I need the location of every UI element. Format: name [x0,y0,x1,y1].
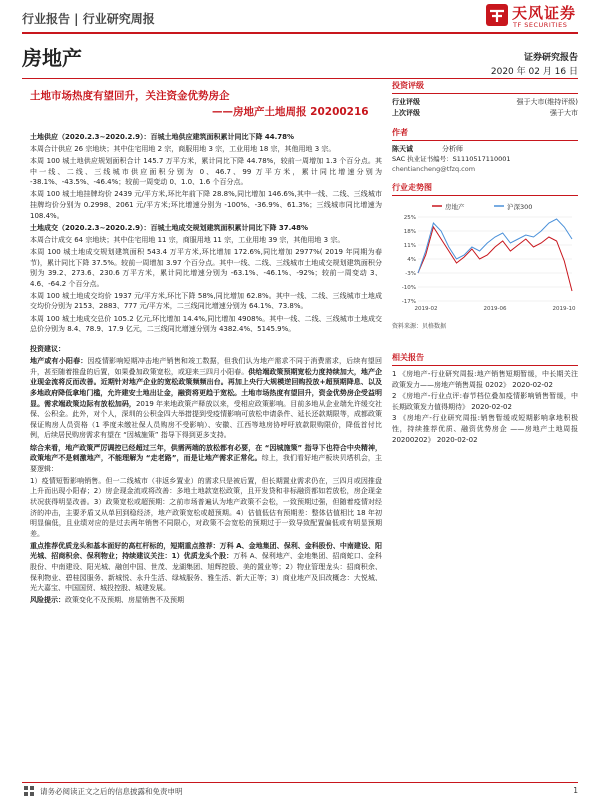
y-tick-label: 18% [403,229,416,235]
risk-label: 风险提示： [30,596,65,605]
invest-text: 因疫情影响短期冲击地产销售和竣工数据，但我们认为地产需求不同于消费需求，后续有望回升，甚至随着推盘的后置，如果叠加政策宽松，或迎来三四月小阳春。 [30,357,382,376]
invest-lead: 地产或有小阳春： [30,357,88,366]
y-tick-label: -3% [405,271,416,277]
related-item[interactable]: 2 《房地产-行业点评:春节档位叠加疫情影响销售暂缓，中长期政策发力值得期待》 2020-02-02 [392,392,578,411]
prev-rating-value: 强于大市 [550,109,578,117]
sidebar [392,80,578,446]
header-label: 行业报告 | 行业研究周报 [22,12,155,26]
industry-rating-value: 强于大市(维持评级) [516,98,578,106]
report-subtitle: ——房地产土地周报 20200216 [212,106,369,118]
y-tick-label: 11% [403,243,416,249]
report-header [22,0,578,30]
deal-paragraph: 本周 100 城土地成交总价 105.2 亿元,环比增加 14.4%,同比增加 4908%。其中一线、二线、三线城市土地成交总价分别为 8.4、78.9、17.9 亿元，二三线同比增速分别为 4382.4%、5145.9%。 [30,314,382,334]
logo-mark-icon [486,4,508,26]
supply-paragraph: 本周 100 城土地挂牌均价 2439 元/平方米,环比年前下降 28.8%,同比增加 146.6%,其中一线、二线、三线城市挂牌均价分别为 0.2998、2061 元/平方米;环比增速分别为 -100%、-36.9%、61.3%；三线城市同比增速为 108.4%。 [30,190,382,220]
disclaimer-text: 请务必阅读正文之后的信息披露和免责申明 [40,787,183,796]
report-date: 2020 年 02 月 16 日 [490,67,578,77]
risk-paragraph [30,595,382,606]
invest-heading: 投资建议： [30,345,65,354]
series-line [418,219,572,273]
industry-rating-label: 行业评级 [392,98,420,106]
author-heading: 作者 [392,127,578,141]
invest-bold: 供给端政策预期宽松力度持续加大，地产企业现金流将反而改善。近期针对地产企业的宽松政策频频出台。再加上央行大规模逆回购投放+超预期降息、以及多地政府降低拿地门槛，允许建安土地出让金，融资将更趋于宽松。 [30,367,383,398]
grid-icon [24,786,34,796]
page-number: 1 [573,786,578,795]
invest-bold: 重点推荐优质龙头和基本面好的高杠杆标的，短期重点推荐：万科 A、金地集团、保利、金科股份、中南建设、阳光城、招商积余、保利物业；持续建议关注：1）优质龙头个股： [30,541,382,561]
risk-text: 政策变化不及预期、房屋销售不及预期 [65,596,184,605]
y-tick-label: -17% [401,299,416,305]
related-item[interactable]: 1 《房地产-行业研究周报:地产销售短期暂缓，中长期关注政策发力——房地产销售周报 0202》 2020-02-02 [392,370,578,389]
legend-label: 房地产 [445,203,465,211]
industry-category: 房地产 [22,46,82,70]
prev-rating-label: 上次评级 [392,109,420,117]
brand-sub: TF SECURITIES [513,21,568,29]
prev-rating-row [392,108,578,119]
legend-label: 沪深300 [507,203,533,211]
deal-heading: 土地成交（2020.2.3~2020.2.9）：百城土地成交规划建筑面积累计同比下降 37.48% [30,223,309,232]
invest-text: 2019 年来地政策产释放以来，受相应政策影响。目前多地从企业端允许缓交社保、公积金。此外，对个人，深圳的公积金四大举措提到受疫情影响可放松申请条件、延长还款期限等，成都政策保证购房人员资格（1 季度未缴社保人员购房不受影响）、安徽、江西等地房协呼吁放款限购限价，降低首付比例，后续居民购房需求有望在 “因城施策” 指导下得到更多支持。 [30,399,383,440]
author-role: 分析师 [442,145,463,153]
report-type: 证券研究报告 [523,53,578,63]
y-tick-label: -10% [401,285,416,291]
invest-paragraph [30,356,382,441]
author-sac: SAC 执业证书编号：S1110517110001 [392,155,511,163]
related-item[interactable]: 3 《房地产-行业研究周报:销售暂缓或短期影响拿地积极性，持续推荐优质、融资优势房企 ——房地产土地周报 20200202》 2020-02-02 [392,414,578,444]
supply-paragraph: 本周 100 城土地供应规划面积合计 145.7 万平方米，累计同比下降 44.78%，较前一周增加 1.3 个百分点。其中一线、二线、三线城市供应面积分别为 0、46.7、99 万平方米，累计同比增速分别为 -38.1%、-43.5%、-46.4%；较前一周变动 0、1.0、1.6 个百分点。 [30,157,382,187]
invest-paragraph [30,541,382,594]
x-tick-label: 2019-06 [483,306,507,312]
brand-logo [486,2,578,34]
related-list [392,369,578,445]
related-heading: 相关报告 [392,352,578,366]
trend-chart [392,199,578,319]
x-tick-label: 2019-10 [552,306,576,312]
author-name: 陈天诚 [392,145,413,153]
invest-bold: 土地市场热度有望回升，资金优势房企受益明显。需求端政策边际有放松加码， [30,389,383,408]
y-tick-label: 4% [407,257,416,263]
supply-paragraph: 本周合计供应 26 宗地块；其中住宅用地 2 宗，商服用地 3 宗，工业用地 18 宗，其他用地 3 宗。 [30,145,336,154]
y-tick-label: 25% [403,215,416,221]
invest-paragraph [30,443,382,475]
trend-heading: 行业走势图 [392,182,578,196]
deal-paragraph: 本周 100 城土地成交均价 1937 元/平方米,环比下降 58%,同比增加 62.8%。其中一线、二线、三线城市土地成交均价分别为 2153、2883、777 元/平方米，二三线同比增速分别为 64.1%、73.8%。 [30,291,382,311]
invest-text: 万科 A、保利地产、金地集团、招商蛇口、金科股份、中南建设、阳光城、融创中国、世茂、龙湖集团、旭辉控股、美的置业等；2）物业管理龙头：招商积余、保利物业、碧桂园服务、新城悦、永升生活、绿城服务、雅生活、新大正等；3）商业地产及旧改概念：大悦城、光大嘉宝、中国国贸、城投控股、城建发展。 [30,552,383,593]
chart-source: 资料来源：贝格数据 [392,323,447,330]
invest-paragraph: 1）疫情短暂影响销售。但一二线城市（非返乡置业）的需求只是被后置，但长期置业需求仍在，三四月或因推盘上升而出现小阳春；2）房企现金流或将改善：多地土地款宽松政策，且开发贷和非标融资都如若放松，房企现金状况获得明显改善。3）政策宽松或超预期：之前市场普遍认为地产政策不会松，一致预期过强，但随着疫情对经济的冲击，主要矛盾又从单回到稳经济，地产政策宽松或超预期。4）估值低估有预期差：整体估值相比 18 年初明显偏低，且业绩对应的是过去两年销售不同限心，对政策不会宽松的预期过于一致导致配置偏低或有明显预期差。 [30,476,382,538]
trend-chart-svg [392,199,578,319]
author-row [392,144,578,154]
invest-bold: 综合来看，地产政策严厉调控已经超过三年，供需两端的放松都有必要，在 “因城施策” 指导下也符合中央精神，政策地产不是刺激地产，不能理解为 “走老路”，而是让地产需求正常化。 [30,443,382,463]
x-tick-label: 2019-02 [414,306,438,312]
brand-name: 天风证券 [512,4,577,22]
main-body [30,132,382,607]
footer-rule [22,782,578,783]
rating-heading: 投资评级 [392,80,578,94]
author-email[interactable]: chentiancheng@tfzq.com [392,165,476,173]
invest-text: 综上，我们看好地产板块贝塔机会，主要逻辑： [30,454,383,473]
supply-heading: 土地供应（2020.2.3~2020.2.9）：百城土地供应建筑面积累计同比下降 44.78% [30,133,295,141]
industry-rating-row [392,97,578,108]
report-title: 土地市场热度有望回升，关注资金优势房企 [30,90,230,102]
header-rule [22,32,578,34]
deal-paragraph: 本周 100 城土地成交规划建筑面积 543.4 万平方米,环比增加 172.6%,同比增加 2977%( 2019 年同期为春节)，累计同比下降 37.5%。较前一周增加 3.97 个百分点。其中一线、二线、三线城市土地成交规划建筑面积分别为 39.2、273.6、230.6 万平方米，累计同比增速分别为 -63.1%、-46.1%、-92%；较前一周变动 3、4.6、-64.2 个百分点。 [30,247,382,288]
category-rule [22,78,578,79]
deal-paragraph: 本周合计成交 64 宗地块；其中住宅用地 11 宗，商服用地 11 宗，工业用地 39 宗，其他用地 3 宗。 [30,235,345,244]
